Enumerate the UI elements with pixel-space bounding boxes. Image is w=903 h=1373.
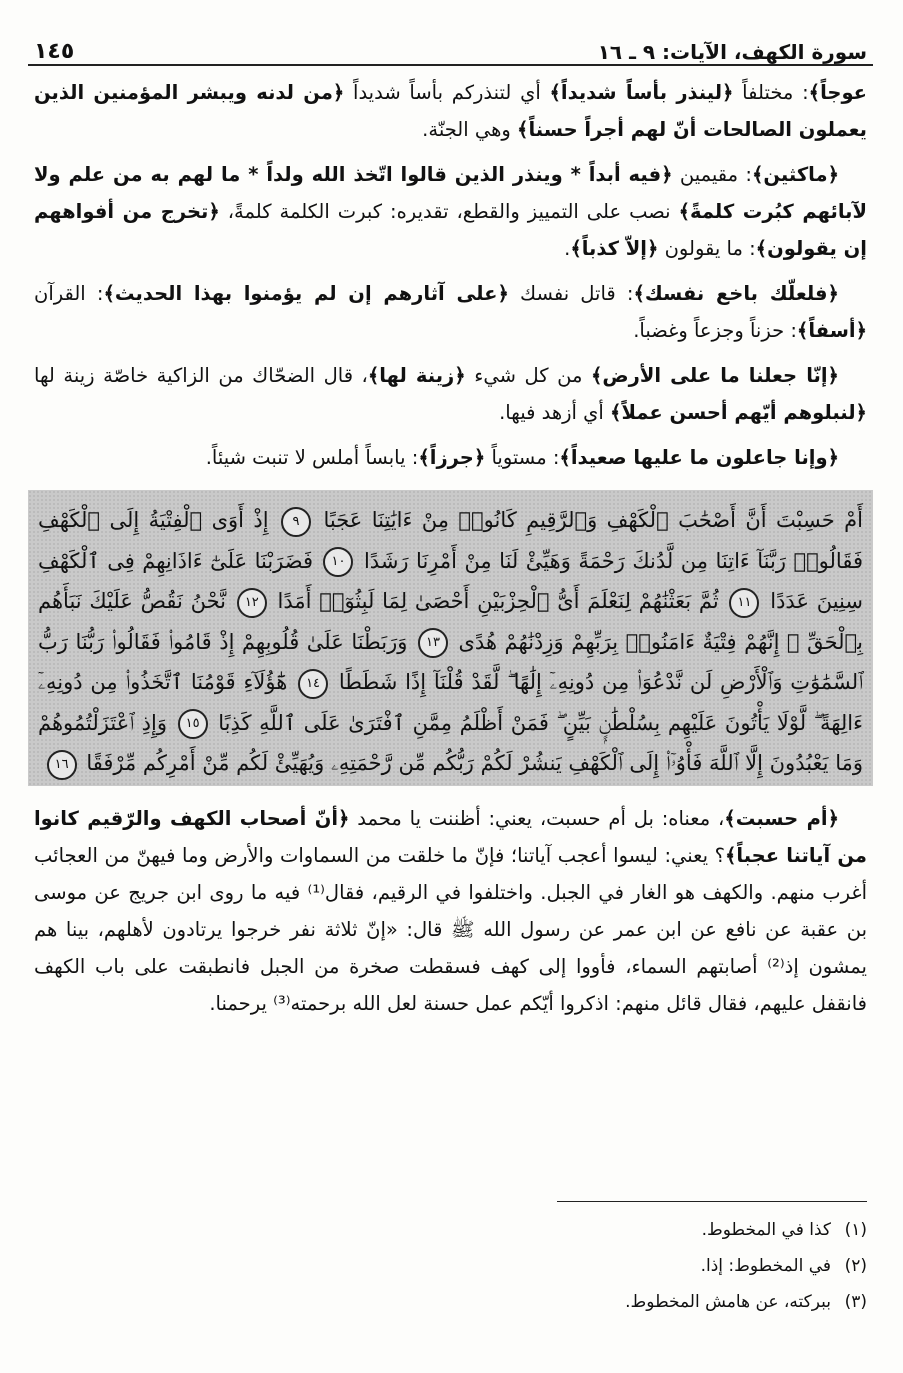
paragraph-gap: [28, 431, 873, 439]
tafsir-paragraph: [28, 439, 873, 476]
paragraph-gap: [28, 267, 873, 275]
text-segment: : حزناً وجزعاً وغضباً.: [633, 319, 797, 342]
footnotes: [28, 1201, 873, 1320]
quran-quote: ﴿فلعلّك باخع نفسك﴾: [633, 282, 839, 305]
text-segment: وهي الجنّة.: [422, 118, 518, 141]
text-segment: : القرآن: [34, 282, 104, 305]
footnote-number: (٣): [844, 1292, 867, 1312]
footnote-text: في المخطوط: إذا.: [700, 1256, 831, 1276]
paragraph-gap: [28, 349, 873, 357]
quran-quote: عوجاً﴾: [808, 81, 867, 104]
footnote: [28, 1248, 873, 1284]
quran-quote: ﴿إلاّ كذباً﴾: [570, 237, 659, 260]
text-segment: أَمْ حَسِبْتَ أَنَّ أَصْحَٰبَ ٱلْكَهْفِ وَٱلرَّقِيمِ كَانُوا۟ مِنْ ءَايَٰتِنَا عَجَبًا: [314, 508, 863, 532]
quran-quote: ﴿فيه أبداً * وينذر الذين قالوا اتّخذ الله ولداً * ما لهم به من علم ولا لآبائهم كبُرت كلمةً﴾: [34, 163, 867, 223]
text-segment: أي أزهد فيها.: [499, 401, 611, 424]
tafsir-paragraph: [28, 275, 873, 349]
surah-verse-label: سورة الكهف، الآيات: ٩ ـ ١٦: [597, 40, 867, 64]
footnote-number: (٢): [844, 1256, 867, 1276]
text-segment: ، معناه: بل أم حسبت، يعني: أظننت يا محمد: [349, 807, 725, 830]
quran-quote: ﴿أسفاً﴾: [796, 319, 867, 342]
quran-verses-box: [28, 490, 873, 786]
ayah-number-marker: ١٢: [237, 588, 267, 618]
text-segment: ، قال الضحّاك من الزاكية خاصّة زينة لها: [34, 364, 368, 387]
quran-quote: ﴿من لدنه ويبشر المؤمنين الذين يعملون الصالحات أنّ لهم أجراً حسناً﴾: [34, 81, 867, 141]
quran-quote: ﴿جرزاً﴾: [418, 446, 486, 469]
text-segment: هَٰٓؤُلَآءِ قَوْمُنَا ٱتَّخَذُوا۟ مِن دُونِهِۦٓ ءَالِهَةً ۖ لَّوْلَا يَأْتُونَ عَلَيْهِم بِسُلْطَٰنٍۭ بَيِّنٍ ۖ فَمَنْ أَظْلَمُ مِمَّنِ ٱفْتَرَىٰ عَلَى ٱللَّهِ كَذِبًا: [38, 670, 864, 735]
footnote-text: ببركته، عن هامش المخطوط.: [625, 1292, 831, 1312]
quran-quote: ﴿تخرج من أفواههم إن يقولون﴾: [34, 200, 867, 260]
footnote-list: [28, 1212, 873, 1320]
tafsir-paragraph: [28, 357, 873, 431]
document-page: [28, 26, 873, 1312]
quran-quote: ﴿وإنا جاعلون ما عليها صعيداً﴾: [559, 446, 839, 469]
text-segment: .: [564, 237, 571, 260]
footnote-divider: [557, 1201, 867, 1202]
footnote-number: (١): [844, 1220, 867, 1240]
page-header: [28, 26, 873, 66]
quran-quote: ﴿أم حسبت﴾: [724, 807, 839, 830]
ayah-number-marker: ١٥: [178, 709, 208, 739]
text-segment: : ما يقولون: [658, 237, 756, 260]
text-segment: نصب على التمييز والقطع، تقديره: كبرت الكلمة كلمةً،: [219, 200, 679, 223]
ayah-number-marker: ١٦: [47, 750, 77, 780]
ayah-number-marker: ٩: [281, 507, 311, 537]
tafsir-paragraphs: [28, 74, 873, 476]
quran-quote: ﴿ماكثين﴾: [751, 163, 839, 186]
footnote: [28, 1212, 873, 1248]
quran-quote: ﴿على آثارهم إن لم يؤمنوا بهذا الحديث﴾: [103, 282, 509, 305]
ayah-number-marker: ١٣: [418, 628, 448, 658]
text-segment: أي لتنذركم بأساً شديداً: [344, 81, 550, 104]
text-segment: ؟ يعني: ليسوا أعجب آياتنا؛ فإنّ ما خلقت من السماوات والأرض وما فيهنّ من العجائب أغرب منهم. والكهف هو الغار في الجبل. واختلفوا في الرقيم، فقال⁽¹⁾ فيه ما روى ابن جريج عن موسى بن عقبة عن نافع عن ابن عمر عن رسول الله ﷺ قال: «إنّ ثلاثة نفر خرجوا يرتادون لأهلهم، بينا هم يمشون إذ⁽²⁾ أصابتهم السماء، فأووا إلى كهف فسقطت صخرة من الجبل فانطبقت على باب الكهف فانقفل عليهم، فقال قائل منهم: اذكروا أيّكم عمل حسنة لعل الله برحمته⁽³⁾ يرحمنا.: [34, 844, 868, 1015]
text-segment: من كل شيء: [465, 364, 591, 387]
page-number: ١٤٥: [34, 39, 75, 64]
text-segment: فَضَرَبْنَا عَلَىٰٓ ءَاذَانِهِمْ فِى ٱلْكَهْفِ سِنِينَ عَدَدًا: [38, 548, 863, 613]
commentary-paragraph: [28, 800, 873, 1022]
quran-quote: ﴿زينة لها﴾: [367, 364, 466, 387]
quran-quote: ﴿أنّ أصحاب الكهف والرّقيم كانوا من آياتنا عجباً﴾: [34, 807, 867, 867]
footnote: [28, 1284, 873, 1320]
quran-quote: ﴿لنبلوهم أيّهم أحسن عملاً﴾: [610, 401, 867, 424]
paragraph-gap: [28, 148, 873, 156]
ayah-number-marker: ١٠: [323, 547, 353, 577]
quran-quote: ﴿إنّا جعلنا ما على الأرض﴾: [590, 364, 839, 387]
tafsir-paragraph: [28, 74, 873, 148]
text-segment: : قاتل نفسك: [508, 282, 634, 305]
text-segment: وَرَبَطْنَا عَلَىٰ قُلُوبِهِمْ إِذْ قَامُوا۟ فَقَالُوا۟ رَبُّنَا رَبُّ ٱلسَّمَٰوَٰتِ وَٱلْأَرْضِ لَن نَّدْعُوَا۟ مِن دُونِهِۦٓ إِلَٰهًا ۖ لَّقَدْ قُلْنَآ إِذًا شَطَطًا: [38, 629, 863, 694]
text-segment: : مقيمين: [672, 163, 752, 186]
text-segment: : يابساً أملس لا تنبت شيئاً.: [205, 446, 419, 469]
text-segment: : مختلفاً: [733, 81, 809, 104]
text-segment: إِذْ أَوَى ٱلْفِتْيَةُ إِلَى ٱلْكَهْفِ فَقَالُوا۟ رَبَّنَآ ءَاتِنَا مِن لَّدُنكَ رَحْمَةً وَهَيِّئْ لَنَا مِنْ أَمْرِنَا رَشَدًا: [38, 508, 863, 573]
text-segment: نَّحْنُ نَقُصُّ عَلَيْكَ نَبَأَهُم بِٱلْحَقِّ ۚ إِنَّهُمْ فِتْيَةٌ ءَامَنُوا۟ بِرَبِّهِمْ وَزِدْنَٰهُمْ هُدًى: [38, 589, 863, 654]
quran-quote: ﴿لينذر بأساً شديداً﴾: [549, 81, 734, 104]
text-segment: : مستوياً: [485, 446, 560, 469]
ayah-number-marker: ١٤: [298, 669, 328, 699]
text-segment: ثُمَّ بَعَثْنَٰهُمْ لِنَعْلَمَ أَىُّ ٱلْحِزْبَيْنِ أَحْصَىٰ لِمَا لَبِثُوٓا۟ أَمَدًا: [269, 589, 727, 613]
tafsir-paragraph: [28, 156, 873, 267]
text-segment: وَإِذِ ٱعْتَزَلْتُمُوهُمْ وَمَا يَعْبُدُونَ إِلَّا ٱللَّهَ فَأْوُۥٓا۟ إِلَى ٱلْكَهْفِ يَنشُرْ لَكُمْ رَبُّكُم مِّن رَّحْمَتِهِۦ وَيُهَيِّئْ لَكُم مِّنْ أَمْرِكُم مِّرْفَقًا: [38, 710, 863, 775]
footnote-text: كذا في المخطوط.: [701, 1220, 831, 1240]
ayah-number-marker: ١١: [729, 588, 759, 618]
